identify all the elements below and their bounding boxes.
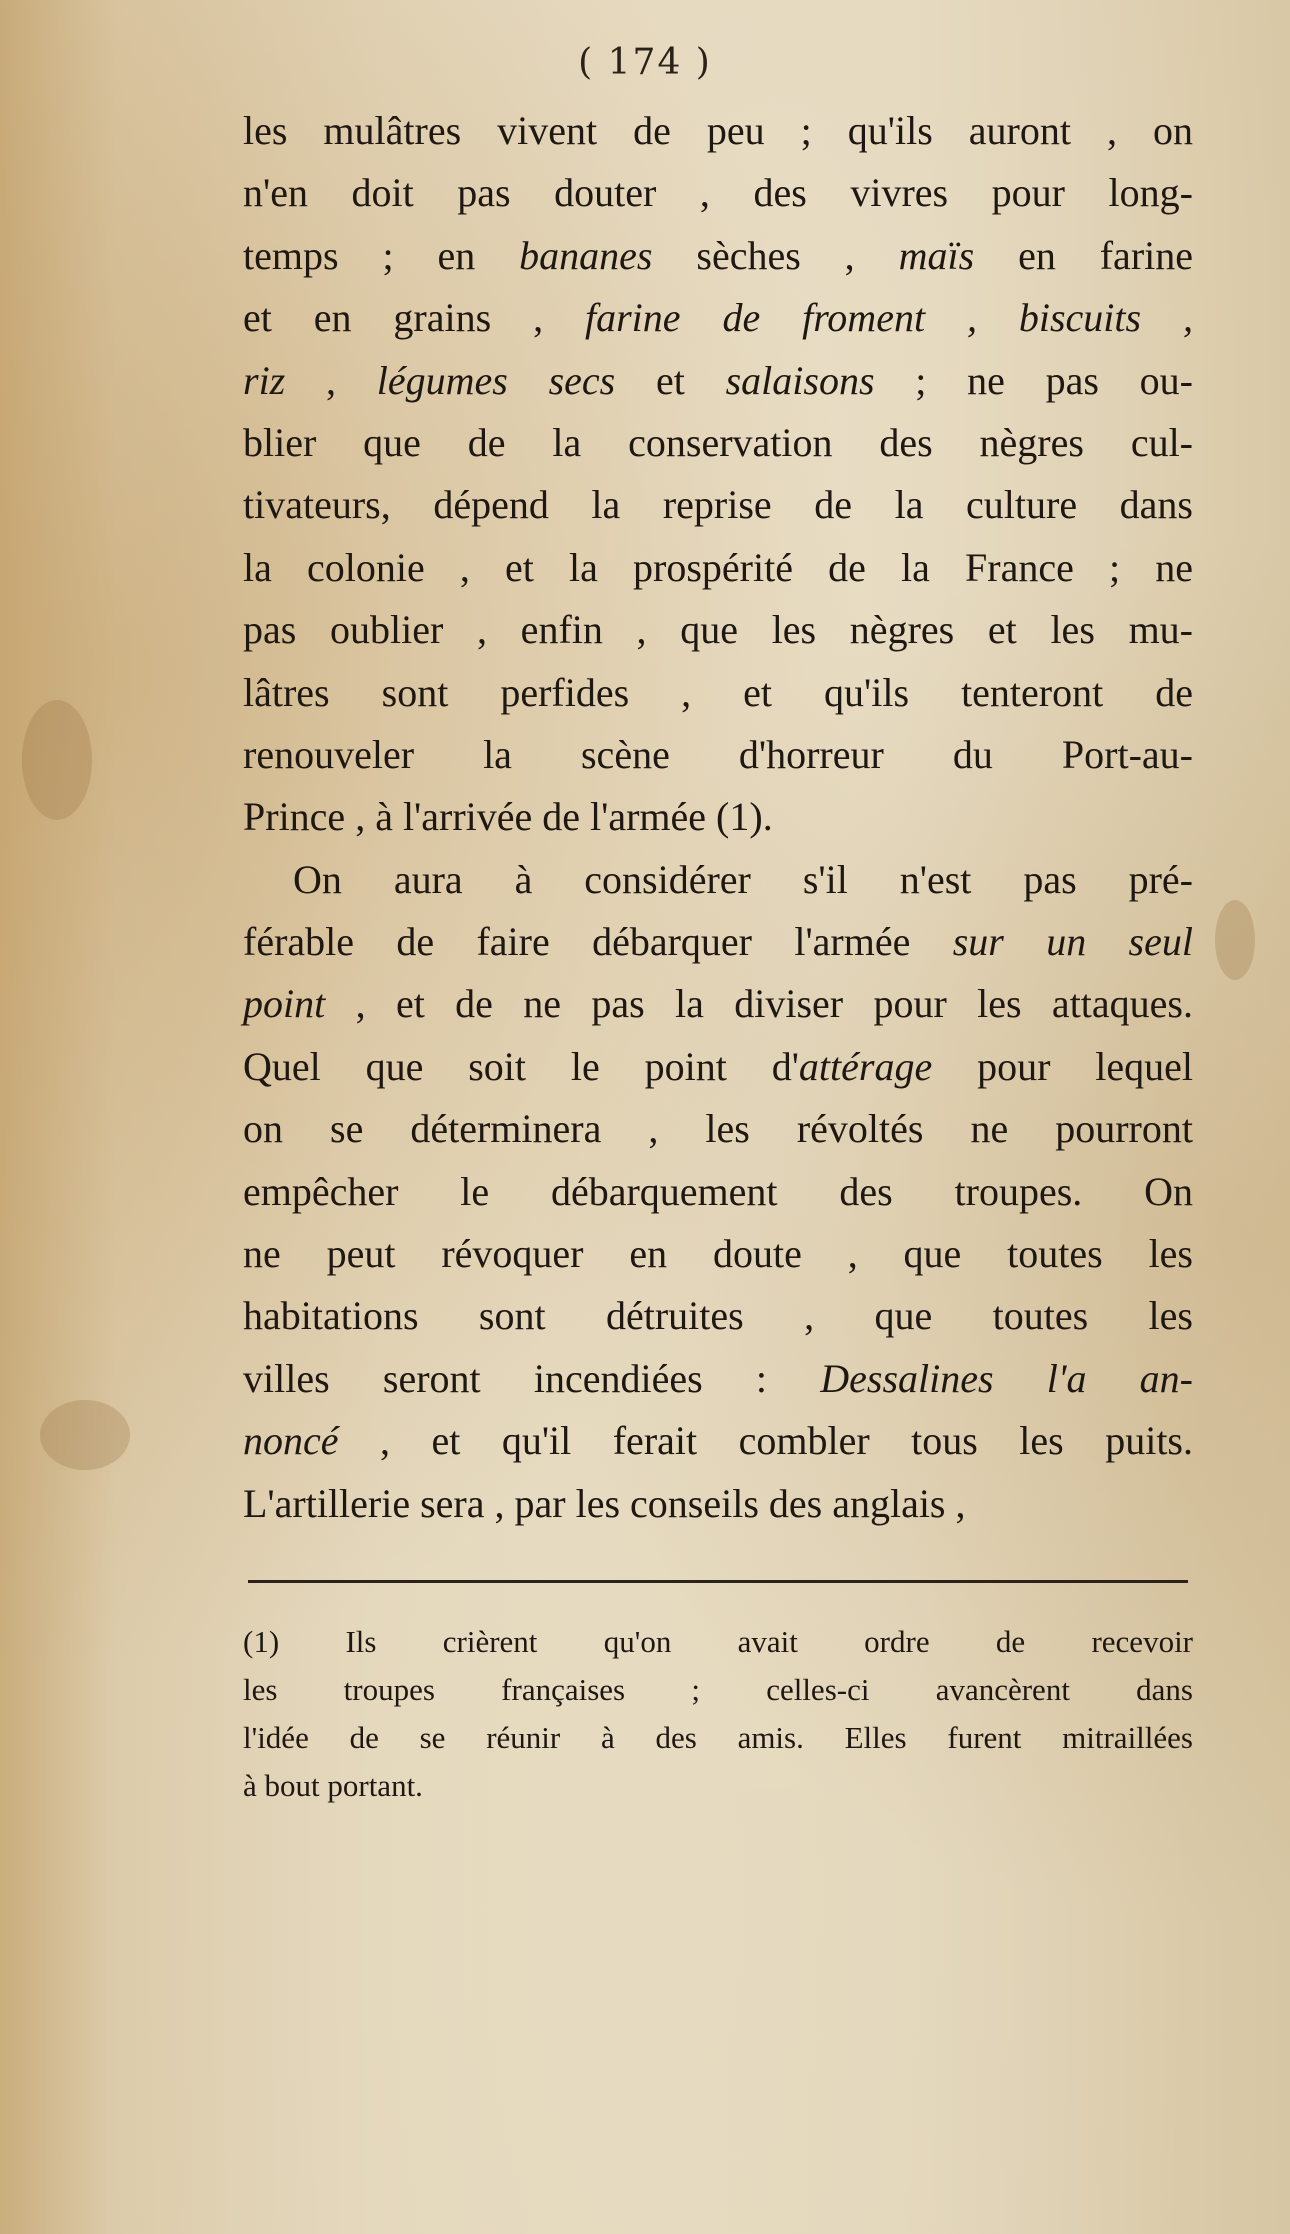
text-run: et en grains , [243,295,585,341]
text-line [243,1348,1193,1410]
text-line [243,662,1193,724]
text-run: villes seront incendiées : [243,1355,821,1401]
italic-text: attérage [798,1043,933,1089]
foxing-spot [22,700,92,820]
italic-text: maïs [898,232,975,278]
footnote-line [243,1762,1193,1810]
text-run: empêcher le débarquement des troupes. On [243,1168,1193,1214]
text-line [243,225,1193,287]
text-run: Prince , à l'arrivée de l'armée (1). [243,794,773,840]
text-line [243,537,1193,599]
text-run: , [285,357,377,403]
text-run: , et qu'il ferait combler tous les puits. [338,1418,1193,1464]
text-run: , et de ne pas la diviser pour les attaques. [325,981,1193,1027]
text-run: ne peut révoquer en doute , que toutes les [243,1231,1193,1277]
text-run: la colonie , et la prospérité de la France ; ne [243,544,1193,590]
text-line [243,1473,1193,1535]
text-run: et [615,357,726,403]
footnote-line [243,1714,1193,1762]
text-run: pour lequel [932,1043,1193,1089]
text-line [243,786,1193,848]
footnotes [243,1618,1193,1810]
italic-text: noncé [243,1418,339,1464]
text-line [243,599,1193,661]
italic-text: légumes secs [376,357,616,403]
text-run: Quel que soit le point d' [243,1043,799,1089]
italic-text: sur un seul [952,919,1193,965]
text-run: temps ; en [243,232,520,278]
text-line [243,1223,1193,1285]
foxing-spot [40,1400,130,1470]
footnote-line [243,1666,1193,1714]
text-run: l'idée de se réunir à des amis. Elles furent mitraillées [243,1720,1193,1755]
text-run: lâtres sont perfides , et qu'ils tenteront de [243,669,1193,715]
italic-text: point [243,981,326,1027]
text-run: les troupes françaises ; celles-ci avancèrent dans [243,1672,1193,1707]
text-run: (1) Ils crièrent qu'on avait ordre de recevoir [243,1624,1193,1659]
text-run: blier que de la conservation des nègres cul- [243,419,1193,465]
text-run: on se déterminera , les révoltés ne pourront [243,1106,1193,1152]
foxing-spot [1215,900,1255,980]
text-line [243,724,1193,786]
text-run: L'artillerie sera , par les conseils des anglais , [243,1480,966,1526]
text-run: renouveler la scène d'horreur du Port-au- [243,731,1193,777]
text-line [243,287,1193,349]
footnote-line [243,1618,1193,1666]
italic-text: bananes [519,232,653,278]
text-run: pas oublier , enfin , que les nègres et les mu- [243,607,1193,653]
text-run: On aura à considérer s'il n'est pas pré- [293,856,1193,902]
text-line [243,350,1193,412]
text-run: en farine [974,232,1193,278]
text-run: à bout portant. [243,1768,423,1803]
page-number: ( 174 ) [578,42,712,83]
text-run: sèches , [652,232,899,278]
italic-text: riz [243,357,286,403]
body-text [243,100,1193,1535]
text-line [243,973,1193,1035]
italic-text: salaisons [725,357,875,403]
text-line [243,1285,1193,1347]
text-run: n'en doit pas douter , des vivres pour long- [243,170,1193,216]
text-run: férable de faire débarquer l'armée [243,919,953,965]
italic-text: farine de froment , biscuits , [585,295,1193,341]
text-line [243,1036,1193,1098]
text-run: ; ne pas ou- [874,357,1194,403]
text-line [243,1410,1193,1472]
text-run: tivateurs, dépend la reprise de la culture dans [243,482,1193,528]
text-line [243,1161,1193,1223]
text-line [243,911,1193,973]
footnote-divider [248,1580,1188,1583]
text-line [243,100,1193,162]
text-line [243,849,1193,911]
text-line [243,1098,1193,1160]
text-run: les mulâtres vivent de peu ; qu'ils auront , on [243,108,1193,153]
italic-text: Dessalines l'a an- [820,1355,1193,1401]
text-line [243,412,1193,474]
text-run: habitations sont détruites , que toutes les [243,1293,1193,1339]
text-line [243,162,1193,224]
text-line [243,474,1193,536]
